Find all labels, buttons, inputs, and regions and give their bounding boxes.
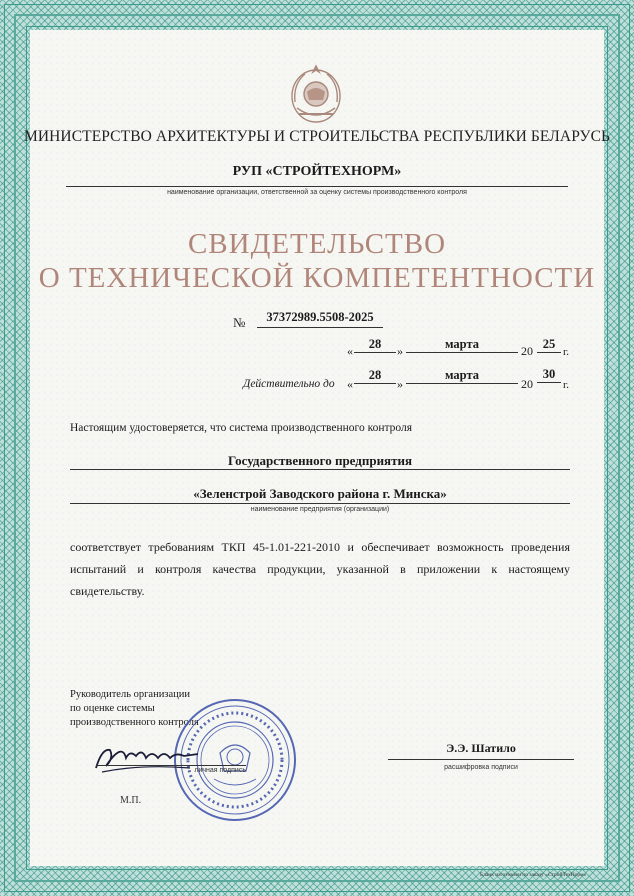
issue-quote-open: «: [347, 344, 353, 358]
signature-underline: [96, 765, 246, 766]
enterprise-name-line2: «Зеленстрой Заводского района г. Минска»: [193, 486, 447, 501]
signer-underline: [388, 759, 574, 760]
issue-day: 28: [354, 337, 396, 353]
organization-underline: [66, 186, 568, 187]
enterprise-underline-2: [70, 503, 570, 504]
head-title-line1: Руководитель организации: [70, 689, 190, 700]
certificate-title-line2: О ТЕХНИЧЕСКОЙ КОМПЕТЕНТНОСТИ: [38, 262, 596, 294]
valid-year-unit: г.: [563, 379, 570, 391]
printer-note: Бланк изготовлен по заказу «СтройТехНорм»: [480, 872, 587, 878]
valid-quote-close: »: [397, 377, 403, 391]
issue-year-suffix: 25: [537, 337, 561, 353]
enterprise-name-line1: Государственного предприятия: [227, 453, 413, 468]
signature-caption: личная подпись: [194, 767, 246, 774]
issue-month: марта: [406, 337, 518, 353]
valid-month: марта: [406, 368, 518, 384]
issue-year-prefix: 20: [521, 344, 533, 358]
certificate-number: 37372989.5508-2025: [257, 310, 383, 328]
valid-year-suffix: 30: [537, 367, 561, 383]
certificate-title-line1: СВИДЕТЕЛЬСТВО: [187, 228, 447, 260]
issuing-organization: РУП «СТРОЙТЕХНОРМ»: [232, 164, 402, 179]
valid-until-label: Действительно до: [243, 378, 335, 390]
head-title-line3: производственного контроля: [70, 717, 199, 728]
valid-quote-open: «: [347, 377, 353, 391]
state-emblem-icon: [287, 62, 345, 126]
valid-day: 28: [354, 368, 396, 384]
issue-year-unit: г.: [563, 346, 570, 358]
enterprise-caption: наименование предприятия (организации): [250, 506, 390, 513]
number-label: №: [233, 315, 246, 330]
head-title-line2: по оценке системы: [70, 703, 155, 714]
issue-quote-close: »: [397, 344, 403, 358]
organization-caption: наименование организации, ответственной за оценку системы производственного контроля: [167, 189, 467, 196]
statement-text: Настоящим удостоверяется, что система производственного контроля: [70, 422, 413, 434]
stamp-place-label: М.П.: [120, 795, 142, 806]
valid-year-prefix: 20: [521, 377, 533, 391]
enterprise-underline-1: [70, 469, 570, 470]
signer-caption: расшифровка подписи: [444, 764, 518, 771]
ministry-name: МИНИСТЕРСТВО АРХИТЕКТУРЫ И СТРОИТЕЛЬСТВА РЕСПУБЛИКИ БЕЛАРУСЬ: [23, 128, 611, 145]
signer-name: Э.Э. Шатило: [446, 741, 516, 755]
compliance-text: соответствует требованиям ТКП 45-1.01-221-2010 и обеспечивает возможность проведения испытаний и контроля качества продукции, указанной в приложении к настоящему свидетельству.: [70, 540, 570, 598]
